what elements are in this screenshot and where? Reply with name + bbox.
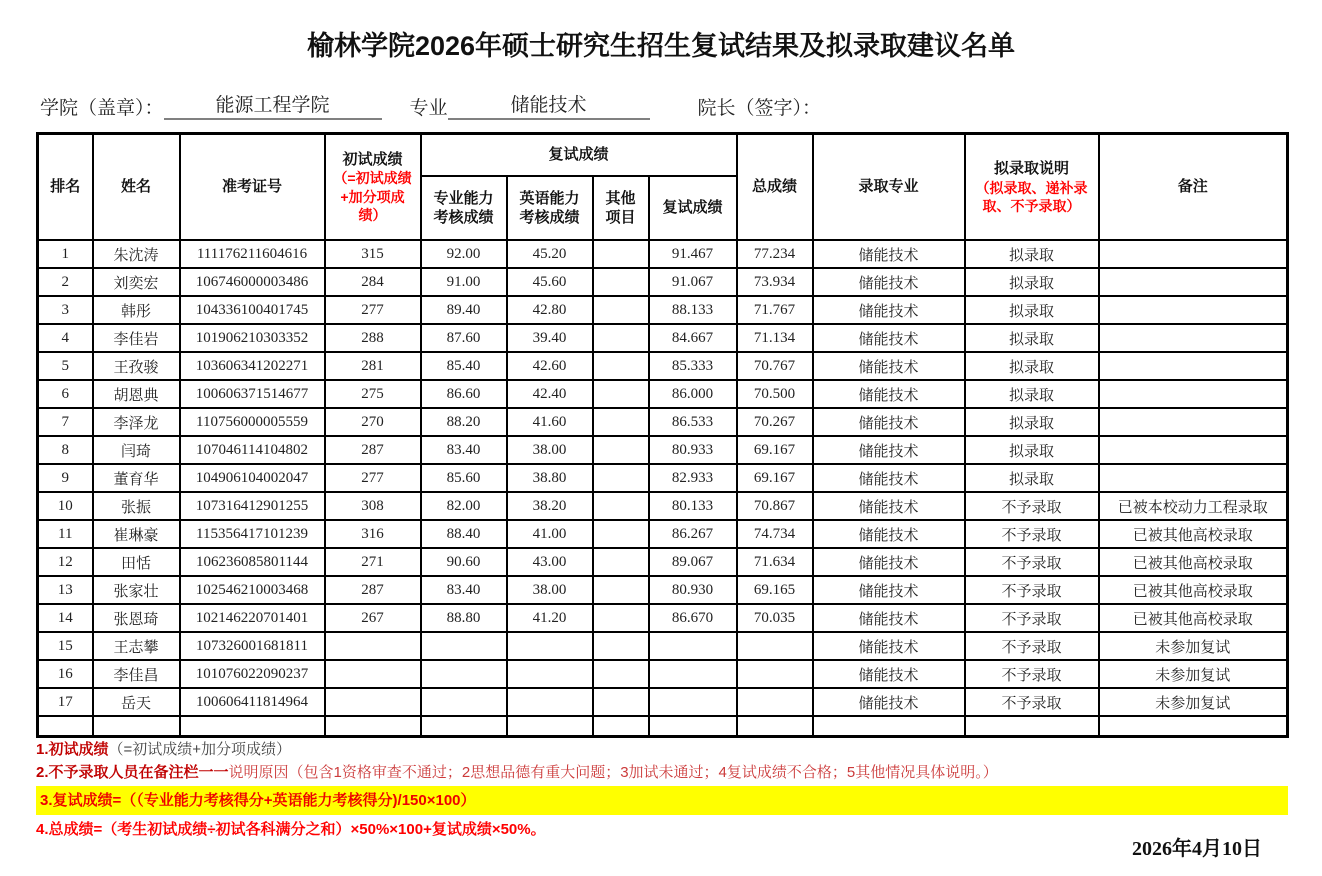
- cell-admit: 不予录取: [965, 576, 1099, 604]
- cell-admit: 不予录取: [965, 604, 1099, 632]
- cell-english: 42.40: [507, 380, 593, 408]
- col-header-name: 姓名: [93, 134, 180, 241]
- cell-remark: 已被其他高校录取: [1099, 604, 1288, 632]
- cell-initial: 308: [325, 492, 421, 520]
- cell-other: [593, 464, 649, 492]
- cell-rank: 6: [38, 380, 93, 408]
- college-value-field: 能源工程学院: [164, 90, 382, 120]
- cell-initial: [325, 716, 421, 737]
- cell-professional: 88.80: [421, 604, 507, 632]
- cell-rank: 8: [38, 436, 93, 464]
- footnote-2-label: 2.不予录取人员在备注栏一一: [36, 764, 229, 781]
- cell-retest: 82.933: [649, 464, 737, 492]
- table-row: [38, 296, 1288, 324]
- cell-rank: [38, 716, 93, 737]
- table-row: [38, 436, 1288, 464]
- cell-major: 储能技术: [813, 548, 965, 576]
- col-header-english-score: 英语能力考核成绩: [507, 176, 593, 240]
- cell-retest: 80.133: [649, 492, 737, 520]
- cell-professional: 88.20: [421, 408, 507, 436]
- initial-score-title: 初试成绩: [342, 150, 403, 168]
- table-row: [38, 492, 1288, 520]
- cell-english: 38.00: [507, 576, 593, 604]
- cell-english: [507, 688, 593, 716]
- cell-retest: 86.533: [649, 408, 737, 436]
- cell-english: [507, 632, 593, 660]
- cell-professional: [421, 716, 507, 737]
- cell-professional: 90.60: [421, 548, 507, 576]
- cell-retest: [649, 688, 737, 716]
- cell-other: [593, 492, 649, 520]
- cell-name: 王志攀: [93, 632, 180, 660]
- cell-rank: 15: [38, 632, 93, 660]
- cell-major: 储能技术: [813, 268, 965, 296]
- cell-other: [593, 632, 649, 660]
- cell-remark: [1099, 436, 1288, 464]
- results-table: [36, 132, 1289, 738]
- cell-professional: 82.00: [421, 492, 507, 520]
- col-header-remark: 备注: [1099, 134, 1288, 241]
- cell-initial: 315: [325, 240, 421, 268]
- cell-name: 张家壮: [93, 576, 180, 604]
- cell-admit: 拟录取: [965, 240, 1099, 268]
- cell-total: 74.734: [737, 520, 813, 548]
- cell-initial: 316: [325, 520, 421, 548]
- cell-major: 储能技术: [813, 660, 965, 688]
- cell-name: 崔琳豪: [93, 520, 180, 548]
- cell-professional: 87.60: [421, 324, 507, 352]
- cell-professional: 89.40: [421, 296, 507, 324]
- dean-label: 院长（签字）：: [697, 98, 822, 119]
- cell-major: 储能技术: [813, 324, 965, 352]
- cell-exam-id: 100606371514677: [180, 380, 325, 408]
- cell-admit: 不予录取: [965, 688, 1099, 716]
- footnote-4: 4.总成绩=（考生初试成绩÷初试各科满分之和）×50%×100+复试成绩×50%。: [36, 821, 546, 838]
- table-row: [38, 520, 1288, 548]
- cell-initial: 287: [325, 576, 421, 604]
- cell-remark: [1099, 268, 1288, 296]
- cell-admit: 拟录取: [965, 352, 1099, 380]
- cell-name: [93, 716, 180, 737]
- cell-retest: 89.067: [649, 548, 737, 576]
- cell-english: [507, 716, 593, 737]
- cell-initial: 284: [325, 268, 421, 296]
- footnote-2: [36, 761, 1288, 784]
- col-header-retest-group: 复试成绩: [421, 134, 737, 177]
- cell-name: 张振: [93, 492, 180, 520]
- cell-rank: 1: [38, 240, 93, 268]
- cell-professional: [421, 688, 507, 716]
- table-row: [38, 324, 1288, 352]
- cell-exam-id: 104906104002047: [180, 464, 325, 492]
- cell-major: [813, 716, 965, 737]
- cell-other: [593, 548, 649, 576]
- cell-initial: 275: [325, 380, 421, 408]
- cell-major: 储能技术: [813, 352, 965, 380]
- cell-major: 储能技术: [813, 464, 965, 492]
- cell-admit: 拟录取: [965, 436, 1099, 464]
- cell-major: 储能技术: [813, 408, 965, 436]
- cell-remark: [1099, 352, 1288, 380]
- cell-retest: 91.067: [649, 268, 737, 296]
- admit-status-note: （拟录取、递补录取、不予录取）: [975, 179, 1088, 214]
- cell-remark: 未参加复试: [1099, 632, 1288, 660]
- cell-admit: 拟录取: [965, 324, 1099, 352]
- cell-remark: [1099, 324, 1288, 352]
- cell-other: [593, 688, 649, 716]
- table-row: [38, 408, 1288, 436]
- cell-english: 41.20: [507, 604, 593, 632]
- cell-english: 43.00: [507, 548, 593, 576]
- cell-total: 73.934: [737, 268, 813, 296]
- cell-exam-id: 104336100401745: [180, 296, 325, 324]
- cell-name: 田恬: [93, 548, 180, 576]
- cell-professional: 88.40: [421, 520, 507, 548]
- table-row: [38, 604, 1288, 632]
- cell-professional: 91.00: [421, 268, 507, 296]
- cell-exam-id: 102146220701401: [180, 604, 325, 632]
- cell-remark: 未参加复试: [1099, 688, 1288, 716]
- cell-admit: [965, 716, 1099, 737]
- cell-professional: [421, 660, 507, 688]
- cell-exam-id: 106236085801144: [180, 548, 325, 576]
- cell-professional: 83.40: [421, 576, 507, 604]
- cell-english: 41.60: [507, 408, 593, 436]
- cell-admit: 拟录取: [965, 296, 1099, 324]
- cell-retest: 84.667: [649, 324, 737, 352]
- cell-english: 42.80: [507, 296, 593, 324]
- cell-total: 70.500: [737, 380, 813, 408]
- cell-other: [593, 324, 649, 352]
- col-header-admit-status: [965, 134, 1099, 241]
- col-header-total-score: 总成绩: [737, 134, 813, 241]
- major-label: 专业: [409, 98, 448, 119]
- cell-name: 胡恩典: [93, 380, 180, 408]
- cell-rank: 12: [38, 548, 93, 576]
- cell-retest: 80.933: [649, 436, 737, 464]
- cell-total: 70.267: [737, 408, 813, 436]
- initial-score-note: （=初试成绩+加分项成绩）: [333, 170, 412, 223]
- cell-total: 77.234: [737, 240, 813, 268]
- cell-admit: 拟录取: [965, 268, 1099, 296]
- cell-professional: 85.40: [421, 352, 507, 380]
- footnote-1-label: 1.初试成绩: [36, 741, 109, 758]
- cell-total: 69.167: [737, 464, 813, 492]
- cell-remark: 未参加复试: [1099, 660, 1288, 688]
- cell-name: 朱沈涛: [93, 240, 180, 268]
- cell-exam-id: [180, 716, 325, 737]
- cell-english: 38.80: [507, 464, 593, 492]
- table-row: [38, 632, 1288, 660]
- footnote-3-highlighted: 3.复试成绩=（（专业能力考核得分+英语能力考核得分)/150×100）: [36, 786, 1288, 815]
- cell-initial: 277: [325, 464, 421, 492]
- col-header-other-items: 其他项目: [593, 176, 649, 240]
- cell-remark: [1099, 240, 1288, 268]
- cell-total: [737, 688, 813, 716]
- cell-rank: 3: [38, 296, 93, 324]
- cell-exam-id: 110756000005559: [180, 408, 325, 436]
- col-header-professional-score: 专业能力考核成绩: [421, 176, 507, 240]
- cell-rank: 17: [38, 688, 93, 716]
- cell-other: [593, 268, 649, 296]
- cell-total: [737, 632, 813, 660]
- cell-exam-id: 107326001681811: [180, 632, 325, 660]
- cell-rank: 9: [38, 464, 93, 492]
- cell-initial: [325, 660, 421, 688]
- cell-english: 45.60: [507, 268, 593, 296]
- cell-rank: 13: [38, 576, 93, 604]
- cell-initial: 287: [325, 436, 421, 464]
- cell-english: 39.40: [507, 324, 593, 352]
- table-row: [38, 268, 1288, 296]
- cell-total: 70.767: [737, 352, 813, 380]
- cell-retest: 80.930: [649, 576, 737, 604]
- cell-major: 储能技术: [813, 296, 965, 324]
- table-row: [38, 716, 1288, 737]
- table-row: [38, 352, 1288, 380]
- cell-admit: 拟录取: [965, 464, 1099, 492]
- cell-english: 38.00: [507, 436, 593, 464]
- cell-initial: [325, 632, 421, 660]
- cell-exam-id: 103606341202271: [180, 352, 325, 380]
- cell-name: 李佳昌: [93, 660, 180, 688]
- cell-name: 董育华: [93, 464, 180, 492]
- cell-rank: 5: [38, 352, 93, 380]
- cell-exam-id: 107316412901255: [180, 492, 325, 520]
- cell-remark: [1099, 464, 1288, 492]
- cell-other: [593, 436, 649, 464]
- cell-remark: 已被其他高校录取: [1099, 520, 1288, 548]
- cell-name: 王孜骏: [93, 352, 180, 380]
- cell-exam-id: 106746000003486: [180, 268, 325, 296]
- cell-total: 71.134: [737, 324, 813, 352]
- cell-major: 储能技术: [813, 492, 965, 520]
- cell-initial: 271: [325, 548, 421, 576]
- table-row: [38, 464, 1288, 492]
- cell-exam-id: 107046114104802: [180, 436, 325, 464]
- cell-admit: 不予录取: [965, 520, 1099, 548]
- cell-major: 储能技术: [813, 688, 965, 716]
- cell-total: [737, 716, 813, 737]
- cell-remark: [1099, 380, 1288, 408]
- cell-name: 李佳岩: [93, 324, 180, 352]
- cell-remark: 已被其他高校录取: [1099, 548, 1288, 576]
- cell-major: 储能技术: [813, 240, 965, 268]
- cell-name: 闫琦: [93, 436, 180, 464]
- cell-name: 刘奕宏: [93, 268, 180, 296]
- footnote-1-text: （=初试成绩+加分项成绩）: [108, 741, 292, 758]
- cell-admit: 拟录取: [965, 380, 1099, 408]
- results-table-body: [38, 240, 1288, 737]
- cell-exam-id: 101076022090237: [180, 660, 325, 688]
- cell-initial: 270: [325, 408, 421, 436]
- cell-other: [593, 660, 649, 688]
- col-header-exam-id: 准考证号: [180, 134, 325, 241]
- cell-retest: 88.133: [649, 296, 737, 324]
- cell-professional: [421, 632, 507, 660]
- cell-exam-id: 115356417101239: [180, 520, 325, 548]
- cell-admit: 不予录取: [965, 548, 1099, 576]
- cell-retest: [649, 632, 737, 660]
- cell-english: 38.20: [507, 492, 593, 520]
- cell-other: [593, 520, 649, 548]
- cell-english: 42.60: [507, 352, 593, 380]
- cell-exam-id: 101906210303352: [180, 324, 325, 352]
- col-header-admit-major: 录取专业: [813, 134, 965, 241]
- table-row: [38, 380, 1288, 408]
- form-header-line: [40, 90, 1290, 120]
- cell-admit: 不予录取: [965, 632, 1099, 660]
- cell-other: [593, 296, 649, 324]
- cell-rank: 14: [38, 604, 93, 632]
- cell-other: [593, 240, 649, 268]
- cell-retest: 91.467: [649, 240, 737, 268]
- cell-total: 71.767: [737, 296, 813, 324]
- table-row: [38, 688, 1288, 716]
- cell-major: 储能技术: [813, 380, 965, 408]
- cell-other: [593, 380, 649, 408]
- cell-professional: 83.40: [421, 436, 507, 464]
- cell-rank: 11: [38, 520, 93, 548]
- cell-remark: [1099, 296, 1288, 324]
- table-row: [38, 660, 1288, 688]
- cell-retest: [649, 660, 737, 688]
- cell-major: 储能技术: [813, 604, 965, 632]
- college-label: 学院（盖章）：: [40, 98, 164, 119]
- cell-professional: 85.60: [421, 464, 507, 492]
- cell-rank: 10: [38, 492, 93, 520]
- footnote-2-text: 说明原因（包含1资格审查不通过；2思想品德有重大问题；3加试未通过；4复试成绩不合格；5其他情况具体说明。）: [228, 764, 998, 781]
- cell-total: 70.035: [737, 604, 813, 632]
- cell-professional: 86.60: [421, 380, 507, 408]
- cell-english: [507, 660, 593, 688]
- major-value-field: 储能技术: [448, 90, 650, 120]
- cell-retest: 85.333: [649, 352, 737, 380]
- cell-name: 张恩琦: [93, 604, 180, 632]
- cell-exam-id: 102546210003468: [180, 576, 325, 604]
- cell-initial: [325, 688, 421, 716]
- cell-remark: [1099, 716, 1288, 737]
- cell-retest: 86.000: [649, 380, 737, 408]
- cell-retest: 86.670: [649, 604, 737, 632]
- cell-admit: 不予录取: [965, 492, 1099, 520]
- cell-admit: 拟录取: [965, 408, 1099, 436]
- cell-major: 储能技术: [813, 576, 965, 604]
- cell-total: 69.165: [737, 576, 813, 604]
- document-date: 2026年4月10日: [1132, 838, 1262, 860]
- cell-english: 45.20: [507, 240, 593, 268]
- cell-total: 71.634: [737, 548, 813, 576]
- cell-total: 69.167: [737, 436, 813, 464]
- page-title: 榆林学院2026年硕士研究生招生复试结果及拟录取建议名单: [306, 31, 1016, 61]
- admit-status-title: 拟录取说明: [994, 160, 1070, 178]
- cell-total: [737, 660, 813, 688]
- cell-exam-id: 100606411814964: [180, 688, 325, 716]
- cell-initial: 288: [325, 324, 421, 352]
- cell-initial: 277: [325, 296, 421, 324]
- footnotes: [36, 738, 1288, 841]
- cell-english: 41.00: [507, 520, 593, 548]
- cell-other: [593, 576, 649, 604]
- cell-major: 储能技术: [813, 632, 965, 660]
- cell-other: [593, 604, 649, 632]
- cell-name: 韩彤: [93, 296, 180, 324]
- cell-major: 储能技术: [813, 436, 965, 464]
- cell-rank: 7: [38, 408, 93, 436]
- cell-other: [593, 408, 649, 436]
- cell-admit: 不予录取: [965, 660, 1099, 688]
- cell-other: [593, 352, 649, 380]
- col-header-retest-score: 复试成绩: [649, 176, 737, 240]
- cell-rank: 2: [38, 268, 93, 296]
- cell-retest: 86.267: [649, 520, 737, 548]
- cell-initial: 281: [325, 352, 421, 380]
- cell-remark: 已被本校动力工程录取: [1099, 492, 1288, 520]
- col-header-initial-score: [325, 134, 421, 241]
- cell-remark: 已被其他高校录取: [1099, 576, 1288, 604]
- cell-rank: 4: [38, 324, 93, 352]
- col-header-rank: 排名: [38, 134, 93, 241]
- table-row: [38, 576, 1288, 604]
- table-row: [38, 240, 1288, 268]
- cell-major: 储能技术: [813, 520, 965, 548]
- cell-other: [593, 716, 649, 737]
- table-row: [38, 548, 1288, 576]
- cell-remark: [1099, 408, 1288, 436]
- cell-name: 李泽龙: [93, 408, 180, 436]
- footnote-1: [36, 738, 1288, 761]
- cell-exam-id: 111176211604616: [180, 240, 325, 268]
- cell-retest: [649, 716, 737, 737]
- cell-rank: 16: [38, 660, 93, 688]
- cell-name: 岳天: [93, 688, 180, 716]
- cell-professional: 92.00: [421, 240, 507, 268]
- cell-total: 70.867: [737, 492, 813, 520]
- cell-initial: 267: [325, 604, 421, 632]
